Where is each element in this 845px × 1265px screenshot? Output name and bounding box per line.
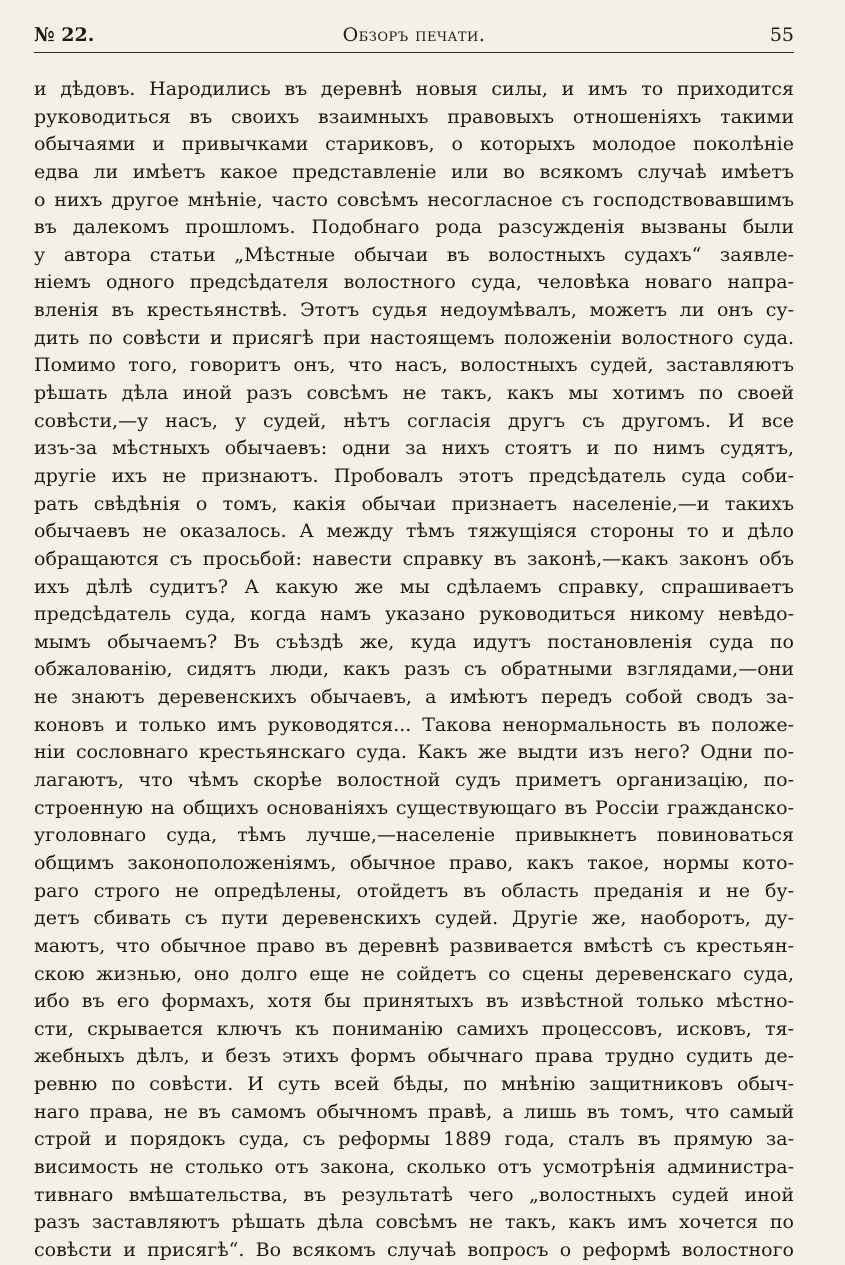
text-line: разъ заставляютъ рѣшать дѣла совсѣмъ не такъ, какъ имъ хочется по bbox=[34, 1211, 794, 1234]
text-line: строй и порядокъ суда, съ реформы 1889 года, сталъ въ прямую за- bbox=[34, 1128, 794, 1151]
page-number: 55 bbox=[769, 24, 794, 46]
text-line: маютъ, что обычное право въ деревнѣ развивается вмѣстѣ съ крестьян- bbox=[34, 934, 794, 957]
text-line: мымъ обычаемъ? Въ съѣздѣ же, куда идутъ постановленія суда по bbox=[34, 630, 794, 653]
text-line: изъ-за мѣстныхъ обычаевъ: одни за нихъ стоятъ и по нимъ судятъ, bbox=[34, 437, 794, 460]
text-line: сти, скрывается ключъ къ пониманію самихъ процессовъ, исковъ, тя- bbox=[34, 1017, 794, 1040]
text-line: общимъ законоположеніямъ, обычное право, какъ такое, нормы кото- bbox=[34, 851, 794, 874]
text-line: дить по совѣсти и присягѣ при настоящемъ положеніи волостного суда. bbox=[34, 326, 794, 349]
text-line: висимость не столько отъ закона, сколько отъ усмотрѣнія администра- bbox=[34, 1155, 794, 1178]
text-line: едва ли имѣетъ какое представленіе или во всякомъ случаѣ имѣетъ bbox=[34, 160, 794, 183]
text-line: предсѣдатель суда, когда намъ указано руководиться никому невѣдо- bbox=[34, 603, 794, 626]
text-line: въ далекомъ прошломъ. Подобнаго рода разсужденія вызваны были bbox=[34, 216, 794, 239]
text-line: обычаевъ не оказалось. А между тѣмъ тяжущіяся стороны то и дѣло bbox=[34, 520, 794, 543]
text-line: обращаются съ просьбой: навести справку въ законѣ,—какъ законъ объ bbox=[34, 547, 794, 570]
text-line: у автора статьи „Мѣстные обычаи въ волостныхъ судахъ“ заявле- bbox=[34, 243, 794, 266]
text-line: руководиться въ своихъ взаимныхъ правовыхъ отношеніяхъ такими bbox=[34, 105, 794, 128]
text-line: скою жизнью, оно долго еще не сойдетъ со сцены деревенскаго суда, bbox=[34, 962, 794, 985]
text-line: другіе ихъ не признаютъ. Пробовалъ этотъ предсѣдатель суда соби- bbox=[34, 464, 794, 487]
text-line: детъ сбивать съ пути деревенскихъ судей. Другіе же, наоборотъ, ду- bbox=[34, 907, 794, 930]
text-line: не знаютъ деревенскихъ обычаевъ, а имѣютъ передъ собой сводъ за- bbox=[34, 686, 794, 709]
text-line: коновъ и только имъ руководятся... Такова ненормальность въ положе- bbox=[34, 713, 794, 736]
text-line: ніи сословнаго крестьянскаго суда. Какъ же выдти изъ него? Одни по- bbox=[34, 741, 794, 764]
text-line: ніемъ одного предсѣдателя волостного суда, человѣка новаго напра- bbox=[34, 271, 794, 294]
text-line: наго права, не въ самомъ обычномъ правѣ, а лишь въ томъ, что самый bbox=[34, 1100, 794, 1123]
text-line: уголовнаго суда, тѣмъ лучше,—населеніе привыкнетъ повиноваться bbox=[34, 824, 794, 847]
text-line: совѣсти,—у насъ, у судей, нѣтъ согласія другъ съ другомъ. И все bbox=[34, 409, 794, 432]
text-line: и дѣдовъ. Народились въ деревнѣ новыя силы, и имъ то приходится bbox=[34, 78, 794, 100]
text-line: о нихъ другое мнѣніе, часто совсѣмъ несогласное съ господствовавшимъ bbox=[34, 188, 794, 211]
text-line: обычаями и привычками стариковъ, о которыхъ молодое поколѣніе bbox=[34, 133, 794, 156]
issue-number: № 22. bbox=[34, 24, 95, 46]
text-line: рѣшать дѣла иной разъ совсѣмъ не такъ, какъ мы хотимъ по своей bbox=[34, 382, 794, 405]
text-line: ихъ дѣлѣ судитъ? А какую же мы сдѣлаемъ справку, спрашиваетъ bbox=[34, 575, 794, 598]
text-line: строенную на общихъ основаніяхъ существующаго въ Россіи гражданско- bbox=[34, 796, 794, 819]
body-text bbox=[34, 76, 794, 1265]
text-line: раго строго не опредѣлены, отойдетъ въ область преданія и не бу- bbox=[34, 879, 794, 902]
text-line: лагаютъ, что чѣмъ скорѣе волостной судъ приметъ организацію, по- bbox=[34, 769, 794, 792]
text-line: Помимо того, говоритъ онъ, что насъ, волостныхъ судей, заставляютъ bbox=[34, 354, 794, 377]
text-line: ревню по совѣсти. И суть всей бѣды, по мнѣнію защитниковъ обыч- bbox=[34, 1073, 794, 1096]
text-line: обжалованію, сидятъ люди, какъ разъ съ обратными взглядами,—они bbox=[34, 658, 794, 681]
text-line: рать свѣдѣнія о томъ, какія обычаи признаетъ населеніе,—и такихъ bbox=[34, 492, 794, 515]
text-line: ибо въ его формахъ, хотя бы принятыхъ въ извѣстной только мѣстно- bbox=[34, 990, 794, 1013]
text-line: совѣсти и присягѣ“. Во всякомъ случаѣ вопросъ о реформѣ волостного bbox=[34, 1238, 794, 1261]
running-header bbox=[34, 18, 794, 53]
text-line: вленія въ крестьянствѣ. Этотъ судья недоумѣвалъ, можетъ ли онъ су- bbox=[34, 299, 794, 322]
text-line: жебныхъ дѣлъ, и безъ этихъ формъ обычнаго права трудно судить де- bbox=[34, 1045, 794, 1068]
text-line: тивнаго вмѣшательства, въ результатѣ чего „волостныхъ судей иной bbox=[34, 1183, 794, 1206]
section-title: Обзоръ печати. bbox=[342, 24, 486, 46]
